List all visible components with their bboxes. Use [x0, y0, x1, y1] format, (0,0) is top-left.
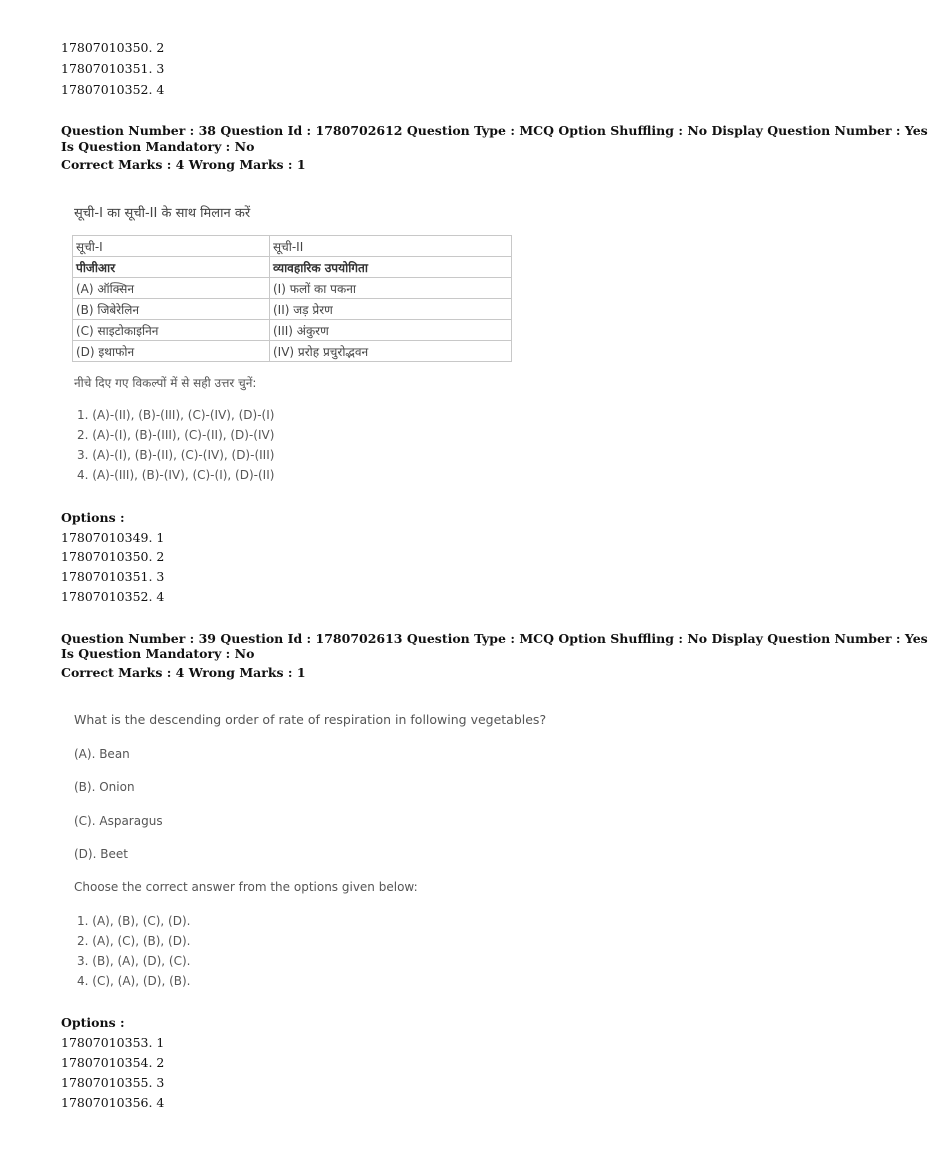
- q38-mandatory: Is Question Mandatory : No: [61, 139, 255, 154]
- option-line: 17807010356. 4: [61, 1095, 165, 1110]
- table-row: [73, 236, 512, 257]
- q38-match-table: [72, 235, 512, 362]
- q39-instruction: Choose the correct answer from the options given below:: [74, 880, 418, 894]
- answer-choice: 1. (A)-(II), (B)-(III), (C)-(IV), (D)-(I): [77, 408, 275, 422]
- option-line: 17807010349. 1: [61, 530, 165, 545]
- q39-question: What is the descending order of rate of respiration in following vegetables?: [74, 712, 547, 727]
- q38-marks: Correct Marks : 4 Wrong Marks : 1: [61, 157, 306, 172]
- answer-choice: 3. (B), (A), (D), (C).: [77, 954, 191, 968]
- answer-choice: 3. (A)-(I), (B)-(II), (C)-(IV), (D)-(III): [77, 448, 275, 462]
- table-cell: व्यावहारिक उपयोगिता: [270, 257, 512, 278]
- answer-choice: 1. (A), (B), (C), (D).: [77, 914, 191, 928]
- q39-item: (B). Onion: [74, 780, 135, 794]
- table-cell: (D) इथाफोन: [73, 341, 270, 362]
- options-label: Options :: [61, 510, 125, 525]
- q39-item: (C). Asparagus: [74, 814, 163, 828]
- q38-title: सूची-I का सूची-II के साथ मिलान करें: [74, 206, 251, 221]
- table-cell: सूची-II: [270, 236, 512, 257]
- table-cell: (III) अंकुरण: [270, 320, 512, 341]
- answer-choice: 2. (A), (C), (B), (D).: [77, 934, 191, 948]
- option-line: 17807010350. 2: [61, 549, 165, 564]
- option-line: 17807010352. 4: [61, 589, 165, 604]
- option-line: 17807010352. 4: [61, 82, 165, 97]
- q38-header: Question Number : 38 Question Id : 1780702612 Question Type : MCQ Option Shuffling : No Display Question Number : Yes: [61, 123, 928, 138]
- q39-mandatory: Is Question Mandatory : No: [61, 646, 255, 661]
- answer-choice: 4. (C), (A), (D), (B).: [77, 974, 191, 988]
- table-row: [73, 320, 512, 341]
- table-cell: (B) जिबेरेलिन: [73, 299, 270, 320]
- table-cell: (IV) प्ररोह प्रचुरोद्भवन: [270, 341, 512, 362]
- option-line: 17807010354. 2: [61, 1055, 165, 1070]
- table-cell: (II) जड़ प्रेरण: [270, 299, 512, 320]
- table-cell: (C) साइटोकाइनिन: [73, 320, 270, 341]
- option-line: 17807010351. 3: [61, 569, 165, 584]
- table-row: [73, 341, 512, 362]
- answer-choice: 4. (A)-(III), (B)-(IV), (C)-(I), (D)-(II): [77, 468, 275, 482]
- q39-item: (A). Bean: [74, 747, 130, 761]
- table-row: [73, 299, 512, 320]
- option-line: 17807010355. 3: [61, 1075, 165, 1090]
- table-row: [73, 278, 512, 299]
- table-cell: (A) ऑक्सिन: [73, 278, 270, 299]
- table-row: [73, 257, 512, 278]
- q39-marks: Correct Marks : 4 Wrong Marks : 1: [61, 665, 306, 680]
- answer-choice: 2. (A)-(I), (B)-(III), (C)-(II), (D)-(IV): [77, 428, 275, 442]
- table-cell: पीजीआर: [73, 257, 270, 278]
- q39-header: Question Number : 39 Question Id : 1780702613 Question Type : MCQ Option Shuffling : No Display Question Number : Yes: [61, 631, 928, 646]
- option-line: 17807010351. 3: [61, 61, 165, 76]
- option-line: 17807010350. 2: [61, 40, 165, 55]
- option-line: 17807010353. 1: [61, 1035, 165, 1050]
- table-cell: (I) फलों का पकना: [270, 278, 512, 299]
- table-cell: सूची-I: [73, 236, 270, 257]
- options-label: Options :: [61, 1015, 125, 1030]
- q38-instruction: नीचे दिए गए विकल्पों में से सही उत्तर चुनें:: [74, 376, 257, 390]
- q39-item: (D). Beet: [74, 847, 128, 861]
